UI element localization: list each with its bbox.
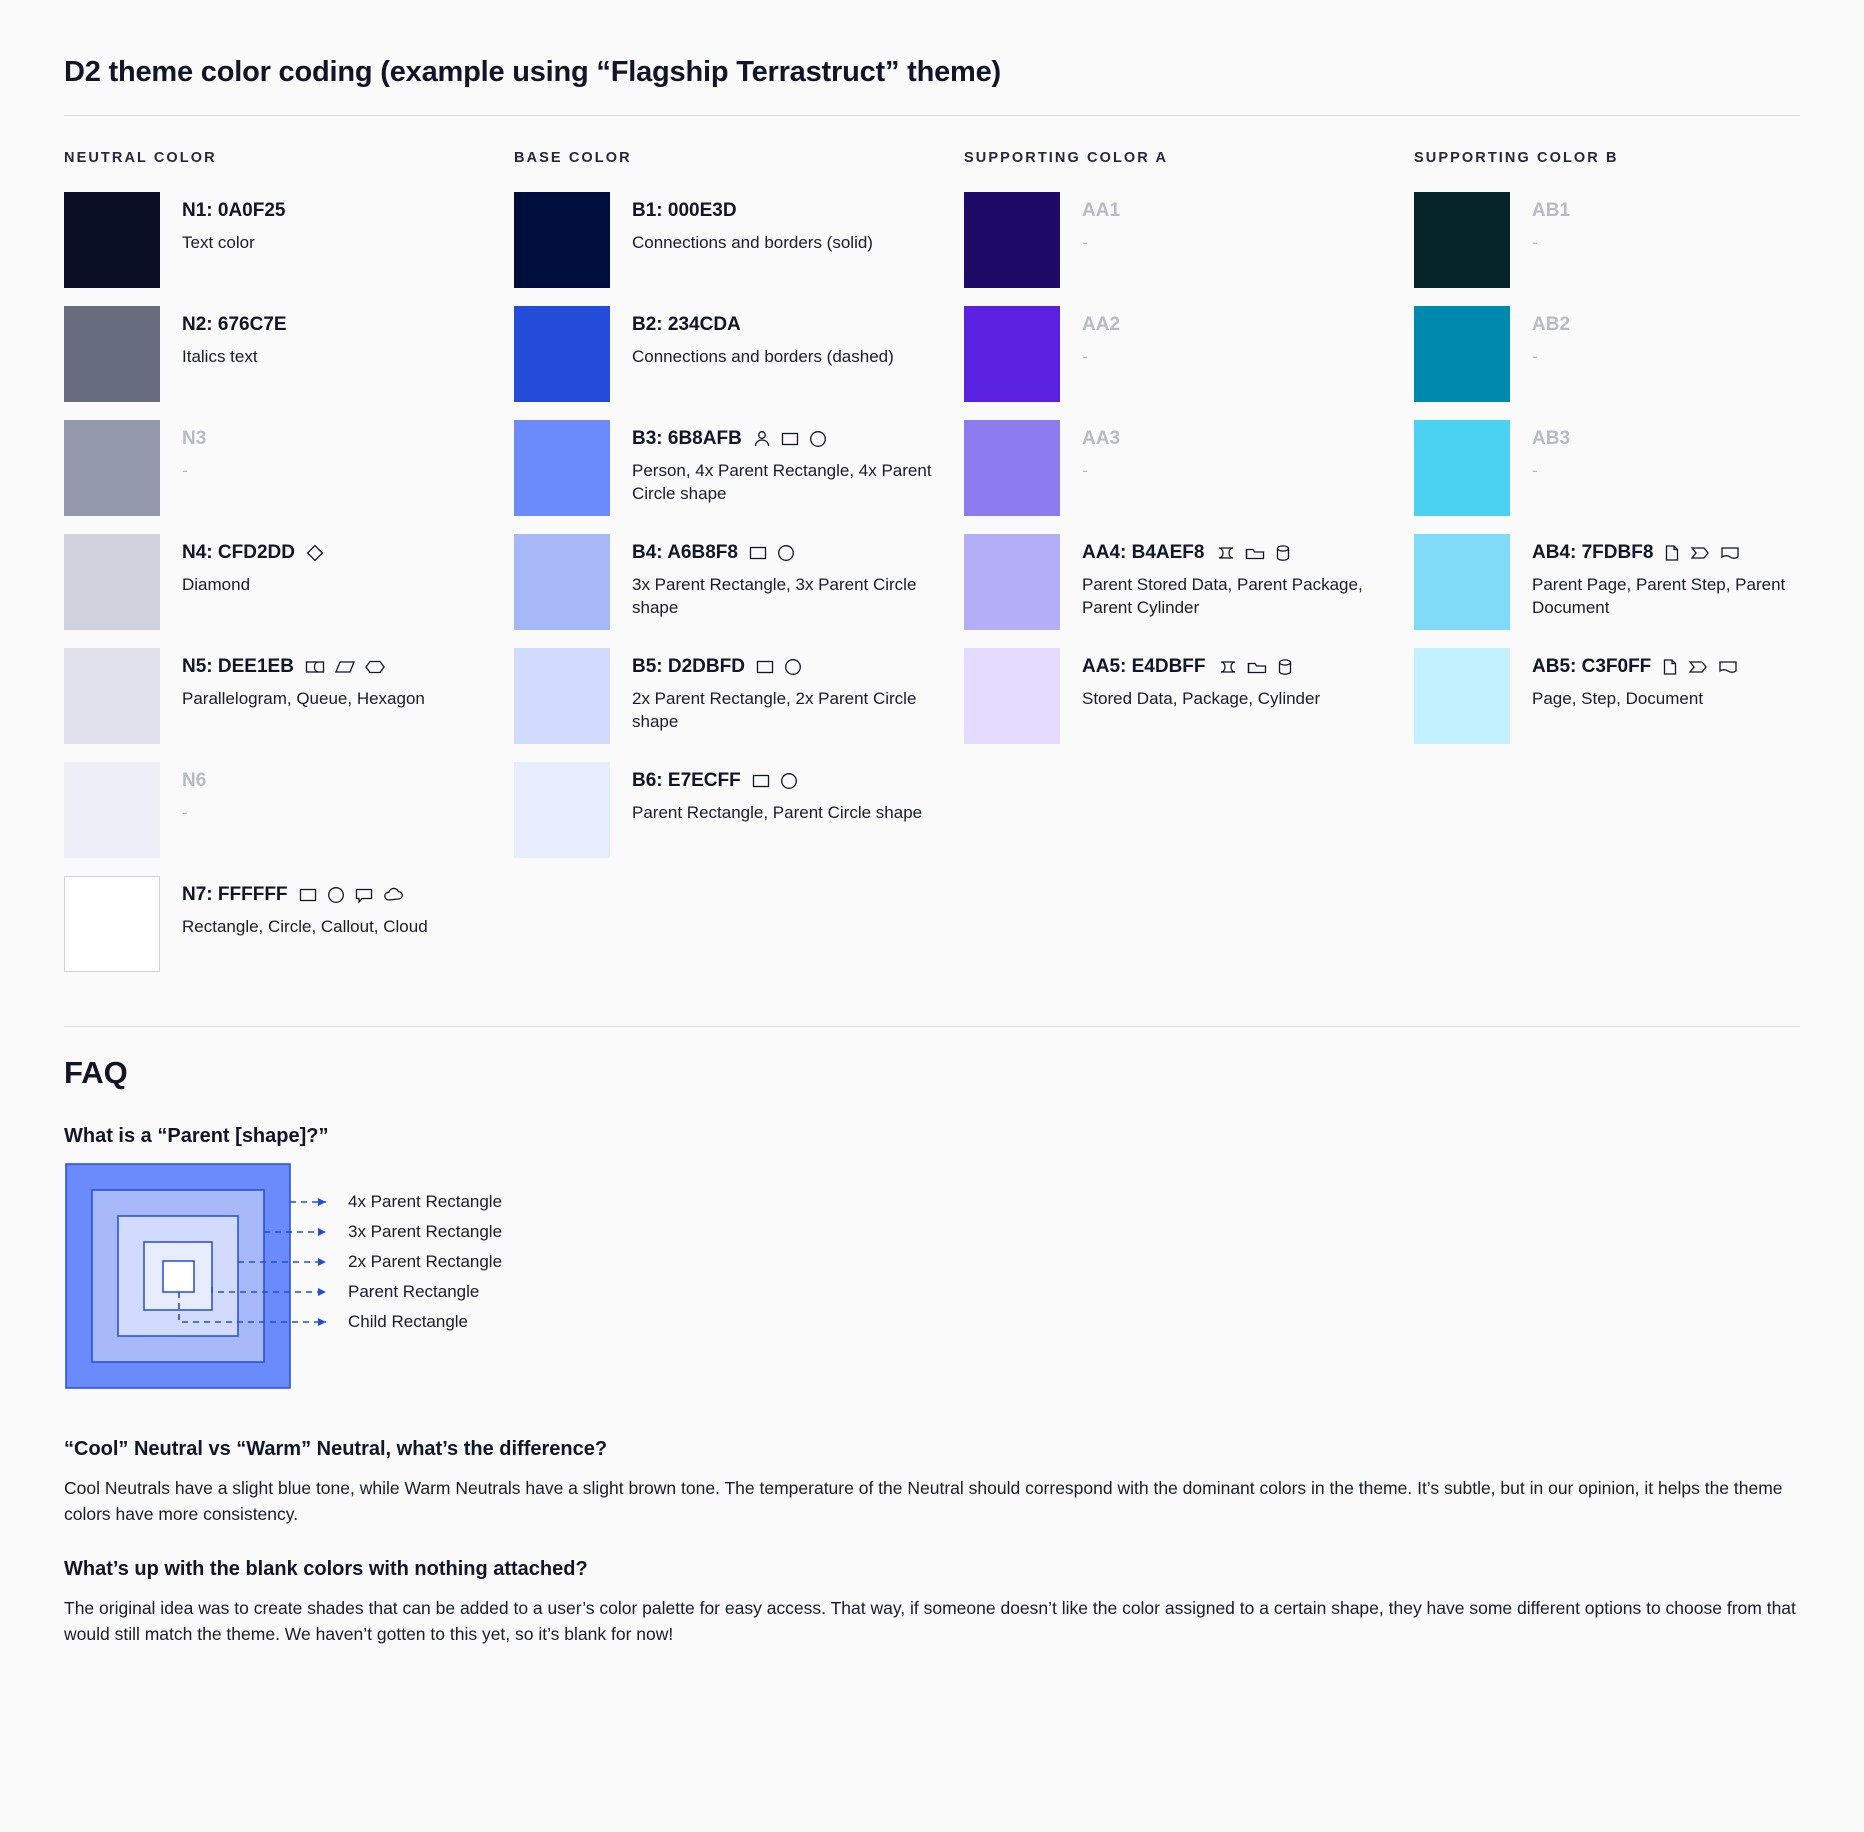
color-swatch-body [632, 420, 932, 506]
color-swatch-label [1082, 314, 1120, 337]
rectangle-icon [751, 771, 771, 791]
title-divider [64, 115, 1800, 116]
shape-icon-group [751, 771, 799, 791]
rectangle-icon [298, 885, 318, 905]
shape-icon-group [752, 429, 828, 449]
shape-icon-group [1661, 657, 1739, 677]
color-swatch-body [182, 648, 425, 710]
shape-icon-group [1216, 657, 1294, 677]
color-code-text: N4: CFD2DD [182, 542, 295, 563]
color-swatch-body [182, 306, 287, 368]
nesting-legend-item: Parent Rectangle [348, 1282, 480, 1301]
color-swatch-description: - [1532, 346, 1538, 366]
color-swatch-description: - [1082, 346, 1088, 366]
color-swatch [1414, 534, 1510, 630]
color-code-text: N2: 676C7E [182, 314, 287, 335]
color-column [514, 150, 964, 990]
document-icon [1719, 543, 1741, 563]
color-swatch-body [1532, 648, 1739, 710]
color-swatch-description: Italics text [182, 346, 258, 366]
color-swatch [964, 192, 1060, 288]
faq-question-2: “Cool” Neutral vs “Warm” Neutral, what’s the difference? [64, 1438, 608, 1460]
color-swatch-body [1532, 306, 1570, 368]
package-icon [1246, 657, 1268, 677]
color-code-text: AA4: B4AEF8 [1082, 542, 1205, 563]
color-swatch-row [514, 762, 964, 858]
page-icon [1663, 543, 1681, 563]
color-swatch-label [182, 428, 206, 451]
color-code-text: AA2 [1082, 314, 1121, 335]
color-swatch-label [1532, 200, 1570, 223]
rectangle-icon [780, 429, 800, 449]
color-column [1414, 150, 1864, 990]
rectangle-icon [755, 657, 775, 677]
color-swatch-label [182, 200, 286, 223]
color-swatch-label [632, 656, 932, 679]
color-swatch [64, 534, 160, 630]
color-swatch-row [964, 192, 1414, 288]
shape-icon-group [1214, 543, 1292, 563]
color-column-heading: SUPPORTING COLOR A [964, 150, 1169, 166]
color-swatch-label [1532, 542, 1832, 565]
parallelogram-icon [334, 657, 356, 677]
stored-data-icon [1216, 657, 1238, 677]
nesting-legend-item: 4x Parent Rectangle [348, 1192, 503, 1211]
color-swatch-description: Person, 4x Parent Rectangle, 4x Parent Circle shape [632, 460, 932, 504]
cloud-icon [382, 885, 406, 905]
color-swatch-row [64, 420, 514, 516]
color-swatch-description: - [1532, 460, 1538, 480]
hexagon-icon [364, 657, 386, 677]
package-icon [1244, 543, 1266, 563]
shape-icon-group [1663, 543, 1741, 563]
color-swatch-description: Parent Page, Parent Step, Parent Document [1532, 574, 1786, 618]
color-swatch-description: Text color [182, 232, 255, 252]
color-swatch-description: - [1082, 460, 1088, 480]
color-swatch-row [64, 648, 514, 744]
shape-icon-group [304, 657, 386, 677]
color-swatch-row [64, 534, 514, 630]
shape-icon-group [748, 543, 796, 563]
color-swatch-body [1082, 534, 1382, 620]
cylinder-icon [1274, 543, 1292, 563]
color-swatch-row [64, 192, 514, 288]
color-swatch-label [1532, 314, 1570, 337]
document-icon [1717, 657, 1739, 677]
color-swatch-label [182, 314, 287, 337]
color-swatch-row [64, 876, 514, 972]
color-swatch-label [1082, 656, 1320, 679]
color-code-text: B4: A6B8F8 [632, 542, 738, 563]
color-swatch-description: Diamond [182, 574, 251, 594]
faq-heading: FAQ [64, 1055, 128, 1090]
color-column-heading: SUPPORTING COLOR B [1414, 150, 1619, 166]
stored-data-icon [1214, 543, 1236, 563]
nesting-legend-item: Child Rectangle [348, 1312, 469, 1331]
circle-icon [783, 657, 803, 677]
color-swatch-label [1082, 200, 1120, 223]
color-swatch-description: Parent Stored Data, Parent Package, Parent Cylinder [1082, 574, 1363, 618]
shape-icon-group [755, 657, 803, 677]
color-code-text: N3 [182, 428, 207, 449]
color-swatch [514, 648, 610, 744]
color-code-text: B1: 000E3D [632, 200, 737, 221]
color-swatch [64, 192, 160, 288]
faq-question-3: What’s up with the blank colors with nothing attached? [64, 1557, 588, 1580]
color-swatch [1414, 648, 1510, 744]
faq-answer-3: The original idea was to create shades that can be added to a user’s color palette for easy access. That way, if someone doesn’t like the color assigned to a certain shape, they have some different options to choose from that would still match the theme. We haven’t gotten to this yet, so it’s blank for now! [64, 1597, 1796, 1644]
color-swatch-body [182, 534, 325, 596]
color-swatch-row [1414, 648, 1864, 744]
color-swatch [964, 420, 1060, 516]
color-swatch-label [182, 770, 206, 793]
color-code-text: AB1 [1532, 200, 1571, 221]
color-swatch-label [632, 542, 932, 565]
color-swatch-row [1414, 306, 1864, 402]
color-code-text: AB5: C3F0FF [1532, 656, 1652, 677]
color-swatch-label [632, 770, 922, 793]
color-swatch-description: Parallelogram, Queue, Hexagon [182, 688, 425, 708]
color-code-text: N5: DEE1EB [182, 656, 294, 677]
faq-divider [64, 1026, 1800, 1027]
color-swatch-row [514, 534, 964, 630]
circle-icon [776, 543, 796, 563]
color-swatch-row [64, 762, 514, 858]
circle-icon [808, 429, 828, 449]
color-swatch [64, 420, 160, 516]
color-swatch [514, 306, 610, 402]
color-swatch [964, 306, 1060, 402]
color-swatch-body [1082, 306, 1120, 368]
shape-icon-group [305, 543, 325, 563]
color-swatch-description: - [182, 802, 188, 822]
color-swatch [964, 648, 1060, 744]
color-code-text: N1: 0A0F25 [182, 200, 286, 221]
color-swatch-body [1532, 534, 1832, 620]
color-swatch-row [1414, 420, 1864, 516]
color-code-text: AA5: E4DBFF [1082, 656, 1206, 677]
cylinder-icon [1276, 657, 1294, 677]
color-swatch-label [632, 200, 873, 223]
color-swatch-label [182, 656, 425, 679]
color-swatch [514, 534, 610, 630]
person-icon [752, 429, 772, 449]
color-swatch [64, 762, 160, 858]
page-icon [1661, 657, 1679, 677]
color-swatch-label [1082, 428, 1120, 451]
color-swatch-body [632, 192, 873, 254]
page-title: D2 theme color coding (example using “Flagship Terrastruct” theme) [64, 56, 1002, 88]
color-swatch-body [632, 762, 922, 824]
color-swatch-row [964, 306, 1414, 402]
color-swatch-body [182, 420, 206, 482]
color-swatch-body [632, 534, 932, 620]
color-code-text: B3: 6B8AFB [632, 428, 742, 449]
color-swatch [514, 192, 610, 288]
color-swatch-body [1532, 192, 1570, 254]
color-swatch-description: 2x Parent Rectangle, 2x Parent Circle shape [632, 688, 917, 732]
color-column [64, 150, 514, 990]
color-swatch-description: - [1532, 232, 1538, 252]
nesting-legend-item: 3x Parent Rectangle [348, 1222, 503, 1241]
color-code-text: AA3 [1082, 428, 1121, 449]
color-code-text: AB4: 7FDBF8 [1532, 542, 1654, 563]
color-swatch-body [632, 648, 932, 734]
color-swatch-row [964, 420, 1414, 516]
color-swatch-body [632, 306, 894, 368]
color-swatch-row [514, 306, 964, 402]
color-swatch-body [182, 876, 428, 938]
step-icon [1687, 657, 1709, 677]
color-swatch [1414, 420, 1510, 516]
color-column [964, 150, 1414, 990]
color-swatch-row [514, 420, 964, 516]
step-icon [1689, 543, 1711, 563]
color-swatch-row [514, 648, 964, 744]
color-swatch-label [1082, 542, 1382, 565]
color-code-text: N7: FFFFFF [182, 884, 288, 905]
nesting-legend [292, 1162, 622, 1392]
color-swatch [514, 420, 610, 516]
color-swatch-row [964, 648, 1414, 744]
color-swatch-description: - [182, 460, 188, 480]
faq-question-1: What is a “Parent [shape]?” [64, 1125, 329, 1147]
color-swatch-row [1414, 534, 1864, 630]
color-swatch [64, 648, 160, 744]
color-code-text: B2: 234CDA [632, 314, 741, 335]
color-code-text: AA1 [1082, 200, 1121, 221]
color-swatch-label [632, 314, 894, 337]
color-swatch-body [182, 192, 286, 254]
diamond-icon [305, 543, 325, 563]
color-swatch-description: 3x Parent Rectangle, 3x Parent Circle shape [632, 574, 917, 618]
color-swatch-body [182, 762, 206, 824]
color-swatch-body [1082, 648, 1320, 710]
color-swatch-label [632, 428, 932, 451]
color-swatch [64, 876, 160, 972]
color-code-text: B5: D2DBFD [632, 656, 745, 677]
color-code-text: AB3 [1532, 428, 1571, 449]
color-swatch-description: Stored Data, Package, Cylinder [1082, 688, 1321, 708]
color-swatch-body [1082, 192, 1120, 254]
color-swatch-body [1082, 420, 1120, 482]
shape-icon-group [298, 885, 406, 905]
color-swatch-body [1532, 420, 1570, 482]
color-swatch-row [514, 192, 964, 288]
callout-icon [354, 885, 374, 905]
color-swatch-row [64, 306, 514, 402]
color-swatch-row [1414, 192, 1864, 288]
parent-shape-diagram [64, 1162, 1800, 1392]
color-swatch-row [964, 534, 1414, 630]
color-swatch-label [1532, 428, 1570, 451]
color-swatch-description: Parent Rectangle, Parent Circle shape [632, 802, 923, 822]
circle-icon [779, 771, 799, 791]
queue-icon [304, 657, 326, 677]
color-swatch [964, 534, 1060, 630]
color-swatch [1414, 306, 1510, 402]
color-swatch-description: Connections and borders (solid) [632, 232, 873, 252]
color-swatch-label [182, 884, 428, 907]
rectangle-icon [748, 543, 768, 563]
color-swatch-description: Page, Step, Document [1532, 688, 1704, 708]
color-columns [64, 150, 1800, 990]
color-swatch [514, 762, 610, 858]
color-column-heading: NEUTRAL COLOR [64, 150, 217, 166]
color-swatch [1414, 192, 1510, 288]
faq-answer-2: Cool Neutrals have a slight blue tone, while Warm Neutrals have a slight brown tone. The temperature of the Neutral should correspond with the dominant colors in the theme. It’s subtle, but in our opinion, it helps the theme colors have more consistency. [64, 1478, 1783, 1525]
color-swatch-description: Rectangle, Circle, Callout, Cloud [182, 916, 428, 936]
nesting-legend-item: 2x Parent Rectangle [348, 1252, 503, 1271]
color-swatch-label [1532, 656, 1739, 679]
color-code-text: B6: E7ECFF [632, 770, 741, 791]
circle-icon [326, 885, 346, 905]
color-column-heading: BASE COLOR [514, 150, 632, 166]
color-swatch [64, 306, 160, 402]
color-code-text: N6 [182, 770, 207, 791]
color-swatch-description: Connections and borders (dashed) [632, 346, 894, 366]
color-swatch-description: - [1082, 232, 1088, 252]
color-swatch-label [182, 542, 325, 565]
color-code-text: AB2 [1532, 314, 1571, 335]
